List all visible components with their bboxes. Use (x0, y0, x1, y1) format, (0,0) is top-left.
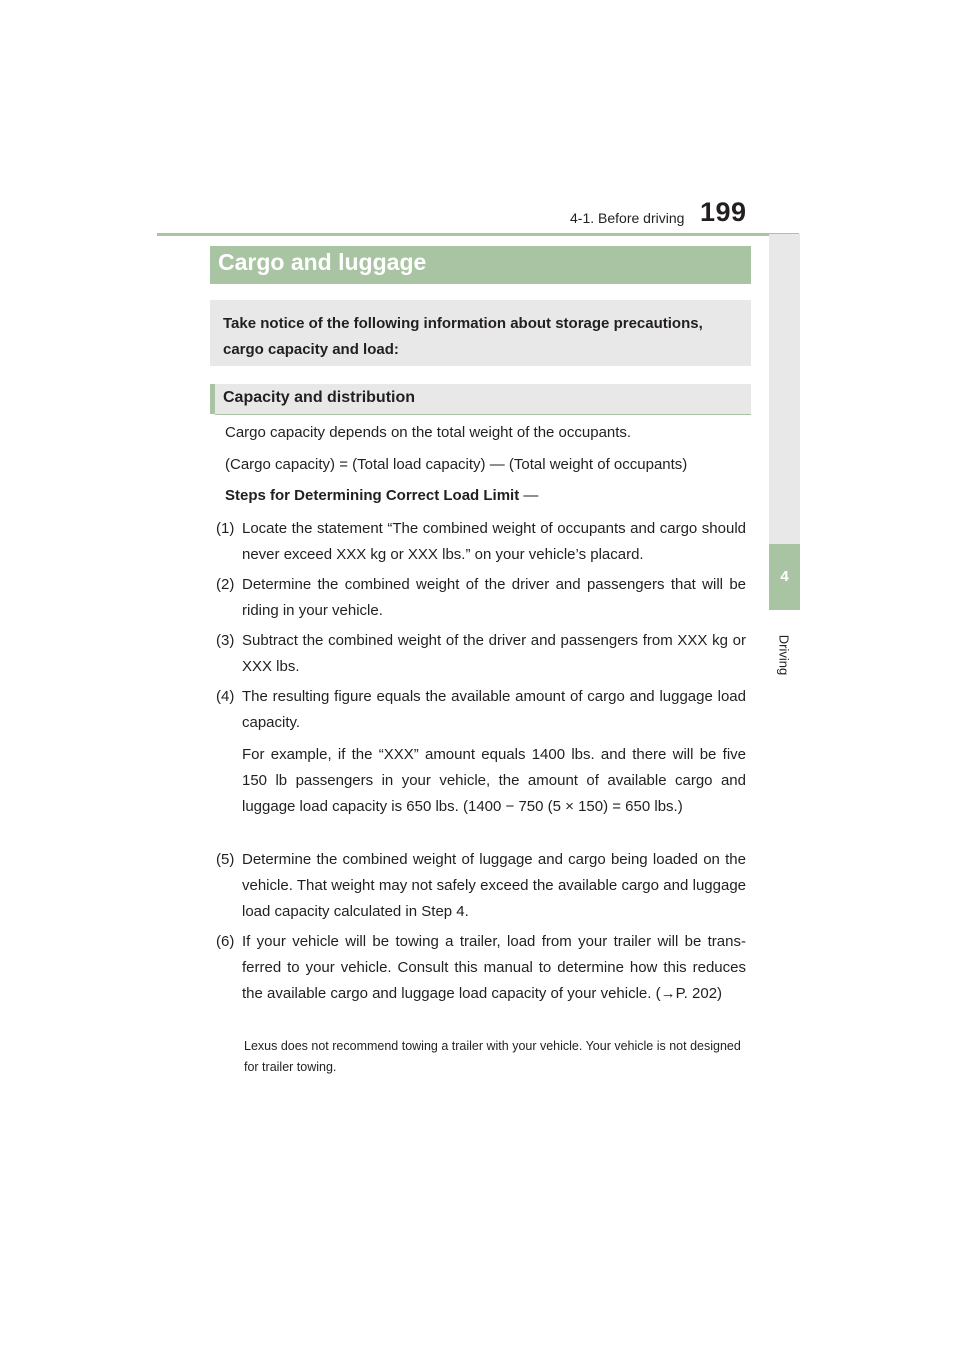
chapter-label (773, 625, 795, 685)
subheading-band (215, 384, 751, 415)
step-item (216, 684, 746, 820)
header-rule (157, 233, 799, 236)
paragraph-cargo-capacity: Cargo capacity depends on the total weight of the occupants. (225, 424, 632, 441)
steps-heading-line (225, 487, 538, 504)
step-number: (4) (216, 688, 235, 705)
paragraph-formula: (Cargo capacity) = (Total load capacity) — (Total weight of occupants) (225, 456, 688, 473)
chapter-tab (769, 234, 800, 596)
step-number: (3) (216, 632, 235, 649)
page-title-band (210, 246, 751, 284)
intro-text: Take notice of the following information about storage precautions, cargo capacity and load: (223, 315, 703, 358)
step-example: For example, if the “XXX” amount equals 1400 lbs. and there will be five 150 lb passengers in your vehicle, the amount of available cargo and luggage load capacity is 650 lbs. (1400 − 750 (5 × 150) = 650 lbs.) (242, 746, 746, 815)
step-text: Determine the combined weight of luggage and cargo being loaded on the vehicle. That weight may not safely exceed the available cargo and luggage load capacity calculated in Step 4. (242, 851, 746, 920)
page-title: Cargo and luggage (218, 249, 427, 275)
step-text: Locate the statement “The combined weight of occupants and cargo should never exceed XXX kg or XXX lbs.” on your vehicle’s placard. (242, 520, 746, 563)
trailer-note: Lexus does not recommend towing a trailer with your vehicle. Your vehicle is not designed for trailer towing. (244, 1039, 741, 1074)
steps-heading: Steps for Determining Correct Load Limit (225, 487, 520, 504)
step-item (216, 929, 746, 1007)
step-number: (6) (216, 933, 235, 950)
step-text: The resulting figure equals the available amount of cargo and luggage load capacity. (242, 688, 746, 731)
step-text: Determine the combined weight of the driver and passengers that will be riding in your vehicle. (242, 576, 746, 619)
subheading: Capacity and distribution (223, 389, 416, 406)
step-item (216, 628, 746, 680)
chapter-number: 4 (769, 544, 800, 610)
step-text: If your vehicle will be towing a trailer, load from your trailer will be trans-ferred to your vehicle. Consult this manual to determine how this reduces the available cargo and luggage load capacity of your vehicle. (→P. 202) (242, 933, 746, 1002)
step-item (216, 847, 746, 925)
step-text: Subtract the combined weight of the driver and passengers from XXX kg or XXX lbs. (242, 632, 746, 675)
step-item (216, 572, 746, 624)
step-number: (5) (216, 851, 235, 868)
section-title: 4-1. Before driving (570, 210, 685, 226)
step-number: (1) (216, 520, 235, 537)
chapter-label-text: Driving (776, 634, 792, 676)
page-number: 199 (700, 197, 747, 227)
steps-heading-dash: — (523, 487, 539, 504)
intro-box (210, 300, 751, 366)
step-number: (2) (216, 576, 235, 593)
step-item (216, 516, 746, 568)
